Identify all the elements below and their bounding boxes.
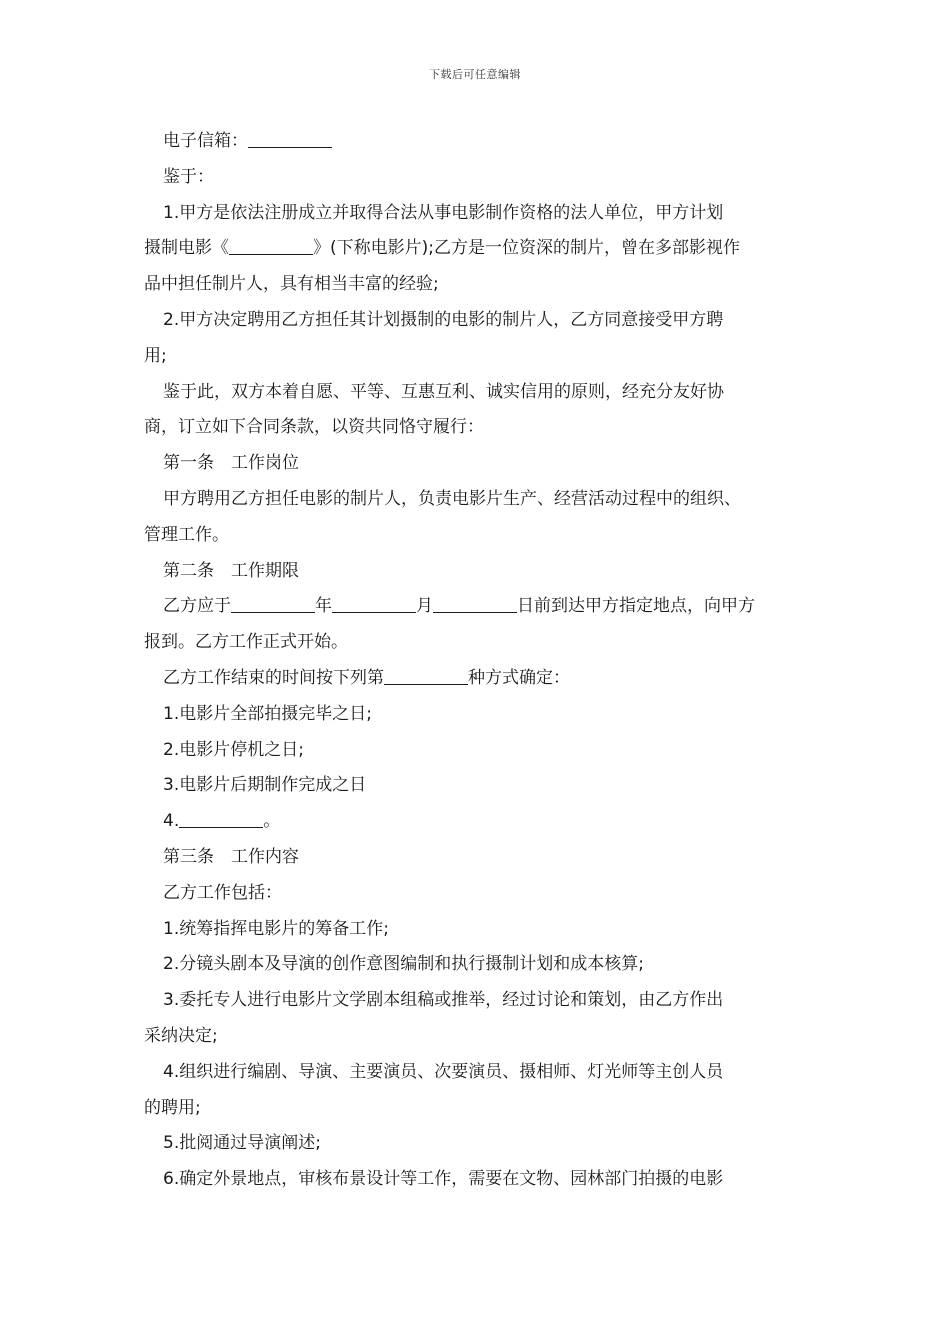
line-text: 乙方应于 xyxy=(163,596,231,617)
fill-in-blank[interactable] xyxy=(229,237,313,255)
line-text: 第二条 工作期限 xyxy=(163,560,299,581)
line-text: 3.电影片后期制作完成之日 xyxy=(163,775,367,796)
document-line xyxy=(144,196,820,232)
line-text: 月 xyxy=(416,596,433,617)
document-line xyxy=(144,733,820,769)
line-text: 。 xyxy=(263,811,281,832)
document-line xyxy=(144,661,820,697)
document-line xyxy=(144,339,820,375)
fill-in-blank[interactable] xyxy=(433,595,517,613)
document-line xyxy=(144,768,820,804)
document-line xyxy=(144,482,820,518)
fill-in-blank[interactable] xyxy=(248,130,332,148)
line-text: 2.分镜头剧本及导演的创作意图编制和执行摄制计划和成本核算; xyxy=(163,954,644,975)
line-text: 乙方工作包括： xyxy=(163,882,282,903)
line-text: 报到。乙方工作正式开始。 xyxy=(144,632,348,653)
document-line xyxy=(144,589,820,625)
line-text: 》(下称电影片);乙方是一位资深的制片，曾在多部影视作 xyxy=(313,238,740,259)
line-text: 管理工作。 xyxy=(144,524,229,545)
line-text: 商，订立如下合同条款，以资共同恪守履行： xyxy=(144,417,484,438)
line-text: 1.电影片全部拍摄完毕之日; xyxy=(163,703,372,724)
document-line xyxy=(144,983,820,1019)
line-text: 2.电影片停机之日; xyxy=(163,739,304,760)
document-line xyxy=(144,267,820,303)
line-text: 5.批阅通过导演阐述; xyxy=(163,1133,321,1154)
line-text: 1.统筹指挥电影片的筹备工作; xyxy=(163,918,389,939)
line-text: 乙方工作结束的时间按下列第 xyxy=(163,667,384,688)
line-text: 摄制电影《 xyxy=(144,238,229,259)
document-line xyxy=(144,446,820,482)
document-line xyxy=(144,912,820,948)
line-text: 日前到达甲方指定地点，向甲方 xyxy=(517,596,755,617)
page-header: 下载后可任意编辑 xyxy=(429,68,521,81)
line-text: 6.确定外景地点，审核布景设计等工作，需要在文物、园林部门拍摄的电影 xyxy=(163,1169,724,1190)
document-line xyxy=(144,804,820,840)
document-line xyxy=(144,947,820,983)
document-line xyxy=(144,1162,820,1198)
fill-in-blank[interactable] xyxy=(384,667,468,685)
document-line xyxy=(144,697,820,733)
document-line xyxy=(144,410,820,446)
document-line xyxy=(144,160,820,196)
document-line xyxy=(144,554,820,590)
line-text: 甲方聘用乙方担任电影的制片人，负责电影片生产、经营活动过程中的组织、 xyxy=(163,488,741,509)
line-text: 鉴于： xyxy=(163,166,214,187)
document-line xyxy=(144,1055,820,1091)
line-text: 1.甲方是依法注册成立并取得合法从事电影制作资格的法人单位，甲方计划 xyxy=(163,202,724,223)
line-text: 第一条 工作岗位 xyxy=(163,453,299,474)
line-text: 电子信箱： xyxy=(163,131,248,151)
document-body xyxy=(144,124,820,1198)
line-text: 鉴于此，双方本着自愿、平等、互惠互利、诚实信用的原则，经充分友好协 xyxy=(163,381,724,402)
document-line xyxy=(144,124,820,160)
document-line xyxy=(144,625,820,661)
document-line xyxy=(144,518,820,554)
line-text: 采纳决定; xyxy=(144,1025,218,1046)
document-line xyxy=(144,1019,820,1055)
document-line xyxy=(144,231,820,267)
document-line xyxy=(144,303,820,339)
line-text: 年 xyxy=(315,596,332,617)
fill-in-blank[interactable] xyxy=(332,595,416,613)
line-text: 用; xyxy=(144,345,167,366)
line-text: 4.组织进行编剧、导演、主要演员、次要演员、摄相师、灯光师等主创人员 xyxy=(163,1061,724,1082)
line-text: 4. xyxy=(163,811,180,832)
fill-in-blank[interactable] xyxy=(179,810,263,828)
document-line xyxy=(144,876,820,912)
document-line xyxy=(144,1091,820,1127)
line-text: 第三条 工作内容 xyxy=(163,846,299,867)
line-text: 2.甲方决定聘用乙方担任其计划摄制的电影的制片人，乙方同意接受甲方聘 xyxy=(163,309,724,330)
document-line xyxy=(144,840,820,876)
document-line xyxy=(144,1126,820,1162)
line-text: 的聘用; xyxy=(144,1097,201,1118)
line-text: 3.委托专人进行电影片文学剧本组稿或推举，经过讨论和策划，由乙方作出 xyxy=(163,990,724,1011)
document-line xyxy=(144,375,820,411)
line-text: 种方式确定： xyxy=(468,667,570,688)
line-text: 品中担任制片人，具有相当丰富的经验; xyxy=(144,274,439,295)
fill-in-blank[interactable] xyxy=(231,595,315,613)
